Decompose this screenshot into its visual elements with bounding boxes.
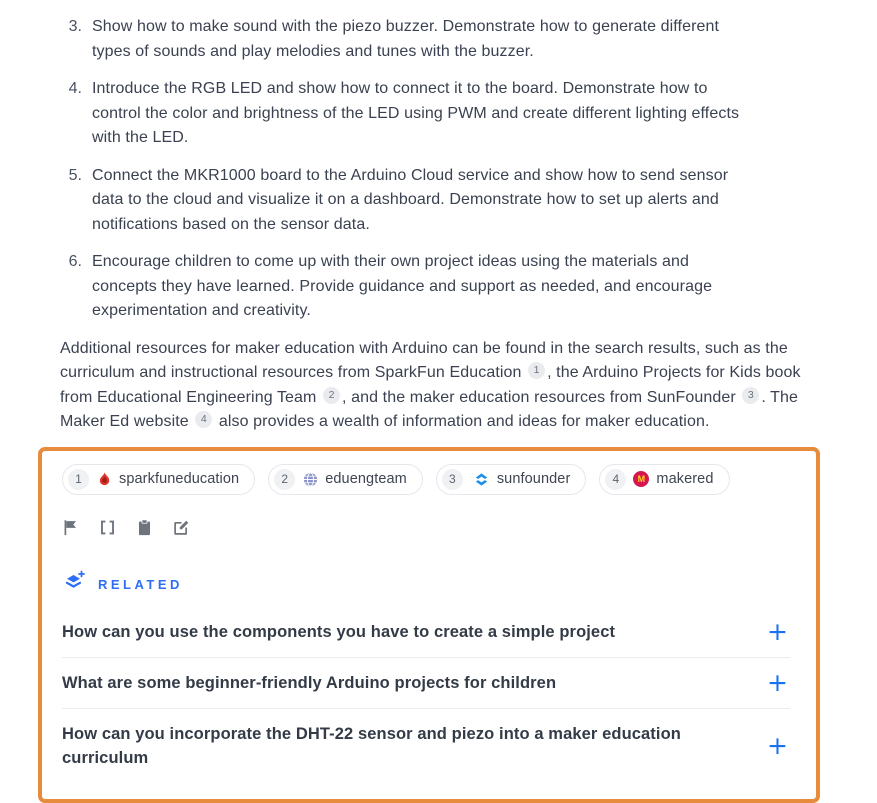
chevrons-icon	[474, 471, 490, 487]
source-number-badge: 1	[68, 469, 89, 490]
source-number-badge: 2	[274, 469, 295, 490]
globe-icon	[302, 471, 318, 487]
source-chip-sparkfuneducation[interactable]	[62, 464, 255, 495]
list-item-text: Introduce the RGB LED and show how to connect it to the board. Demonstrate how to control the color and brightness of the LED using PWM and create different lighting effects with the LED.	[92, 80, 740, 146]
flag-button[interactable]	[62, 519, 79, 536]
copy-button[interactable]	[136, 519, 153, 536]
list-item	[60, 250, 877, 324]
related-question-text: How can you use the components you have to create a simple project	[62, 622, 616, 641]
edit-button[interactable]	[173, 519, 190, 536]
letter-m-icon: M	[633, 471, 649, 487]
plus-icon[interactable]: +	[767, 616, 788, 646]
source-chips-row	[62, 464, 790, 495]
source-name: sparkfuneducation	[119, 471, 240, 487]
answer-actions-row	[62, 519, 790, 536]
list-item-number: 3.	[68, 18, 82, 35]
related-question-row[interactable]	[62, 709, 790, 783]
list-item-number: 5.	[68, 166, 82, 184]
list-item	[60, 15, 877, 64]
related-header	[62, 570, 790, 599]
citation-badge-1[interactable]: 1	[528, 362, 545, 379]
flame-icon	[96, 471, 112, 487]
list-item-number: 4.	[68, 80, 82, 97]
list-item-text: Connect the MKR1000 board to the Arduino Cloud service and show how to send sensor data to the cloud and visualize it on a dashboard. Demonstrate how to set up alerts and notifications based on the sensor data.	[92, 166, 729, 233]
source-chip-sunfounder[interactable]	[436, 464, 587, 495]
list-item-text: Show how to make sound with the piezo buzzer. Demonstrate how to generate different types of sounds and play melodies and tunes with the buzzer.	[92, 18, 720, 60]
edit-icon	[173, 519, 190, 536]
paragraph-segment: Additional resources for maker education with Arduino can be found in the search results, such as the curriculum and instructional resources from SparkFun Education	[60, 339, 788, 381]
plus-icon[interactable]: +	[767, 730, 788, 760]
related-question-row[interactable]	[62, 658, 790, 709]
paragraph-segment: . The Maker Ed website	[60, 388, 799, 430]
highlight-box	[38, 447, 820, 803]
related-question-text: How can you incorporate the DHT-22 sensor and piezo into a maker education curriculum	[62, 724, 681, 767]
citation-badge-2[interactable]: 2	[323, 387, 340, 404]
related-questions	[62, 607, 790, 783]
source-name: makered	[656, 471, 714, 487]
list-item-text: Encourage children to come up with their own project ideas using the materials and concepts they have learned. Provide guidance and support as needed, and encourage experimentation and creativity.	[92, 253, 713, 319]
answer-paragraph	[60, 337, 817, 435]
citation-badge-4[interactable]: 4	[195, 411, 212, 428]
source-number-badge: 3	[442, 469, 463, 490]
plus-icon[interactable]: +	[767, 667, 788, 697]
related-question-row[interactable]	[62, 607, 790, 658]
source-chip-makered[interactable]	[599, 464, 729, 495]
source-chip-eduengteam[interactable]	[268, 464, 423, 495]
cite-button[interactable]	[99, 519, 116, 536]
related-question-text: What are some beginner-friendly Arduino projects for children	[62, 673, 557, 692]
paragraph-segment: , the Arduino Projects for Kids book from Educational Engineering Team	[60, 364, 801, 406]
paragraph-segment: , and the maker education resources from SunFounder	[342, 388, 741, 406]
flag-icon	[62, 519, 79, 536]
brackets-icon	[99, 519, 116, 536]
answer-list	[0, 0, 877, 324]
list-item	[60, 164, 877, 238]
layers-plus-icon	[62, 570, 86, 599]
list-item	[60, 77, 877, 151]
paragraph-segment: also provides a wealth of information and ideas for maker education.	[214, 413, 710, 430]
clipboard-icon	[136, 519, 153, 536]
citation-badge-3[interactable]: 3	[742, 387, 759, 404]
source-name: eduengteam	[325, 471, 407, 487]
source-name: sunfounder	[496, 471, 571, 487]
list-item-number: 6.	[68, 253, 82, 270]
source-number-badge: 4	[605, 469, 626, 490]
related-label: RELATED	[98, 576, 183, 592]
